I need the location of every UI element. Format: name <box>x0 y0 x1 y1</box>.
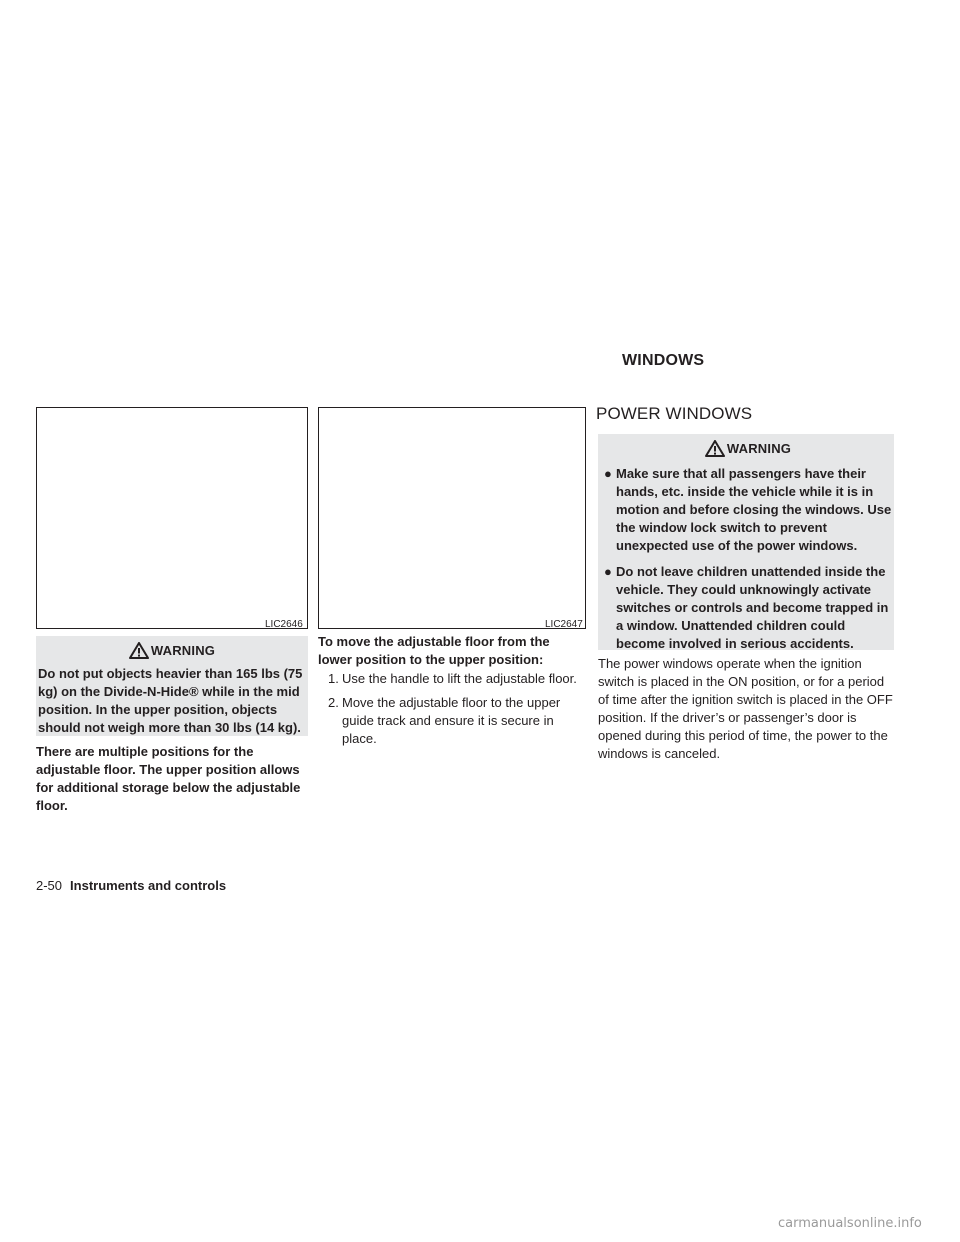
bullet-icon: ● <box>604 564 612 579</box>
figure-code: LIC2646 <box>265 619 303 630</box>
warning-icon <box>705 440 725 457</box>
bullet-text: Do not leave children unattended inside the vehicle. They could unknowingly activate switches or controls and become trapped in a window. Unattended children could become involved in serious accidents. <box>616 564 889 651</box>
warning-box <box>598 434 894 650</box>
list-item <box>328 694 588 748</box>
step-number: 1. <box>328 671 339 686</box>
warning-bullet <box>604 563 892 653</box>
steps-heading: To move the adjustable floor from the lower position to the upper position: <box>318 634 550 667</box>
warning-title: WARNING <box>726 441 792 456</box>
warning-heading <box>38 642 306 659</box>
paragraph: The power windows operate when the ignition switch is placed in the ON position, or for a period of time after the ignition switch is placed in the OFF position. If the driver’s or passenger’s door is opened during this period of time, the power to the windows is canceled. <box>598 656 893 761</box>
section-title: WINDOWS <box>622 352 705 369</box>
subsection-title: POWER WINDOWS <box>596 404 753 423</box>
page-footer <box>36 878 226 893</box>
warning-heading <box>604 440 892 457</box>
step-text: Use the handle to lift the adjustable floor. <box>342 671 577 686</box>
chapter-title: Instruments and controls <box>70 878 227 893</box>
warning-box <box>36 636 308 736</box>
warning-title: WARNING <box>150 643 216 658</box>
step-number: 2. <box>328 695 339 710</box>
warning-bullet <box>604 465 892 555</box>
step-text: Move the adjustable floor to the upper guide track and ensure it is secure in place. <box>342 695 561 746</box>
list-item <box>328 670 588 688</box>
watermark: carmanualsonline.info <box>778 1216 922 1231</box>
figure-lic2647 <box>318 407 586 629</box>
figure-lic2646 <box>36 407 308 629</box>
steps-list <box>328 670 588 748</box>
page-number: 2-50 <box>36 878 63 893</box>
paragraph: There are multiple positions for the adjustable floor. The upper position allows for additional storage below the adjustable floor. <box>36 744 301 813</box>
bullet-icon: ● <box>604 466 612 481</box>
warning-text: Do not put objects heavier than 165 lbs (75 kg) on the Divide-N-Hide® while in the mid position. In the upper position, objects should not weigh more than 30 lbs (14 kg). <box>38 666 303 735</box>
warning-icon <box>129 642 149 659</box>
bullet-text: Make sure that all passengers have their hands, etc. inside the vehicle while it is in motion and before closing the windows. Use the window lock switch to prevent unexpected use of the power windows. <box>616 466 892 553</box>
figure-code: LIC2647 <box>545 619 583 630</box>
